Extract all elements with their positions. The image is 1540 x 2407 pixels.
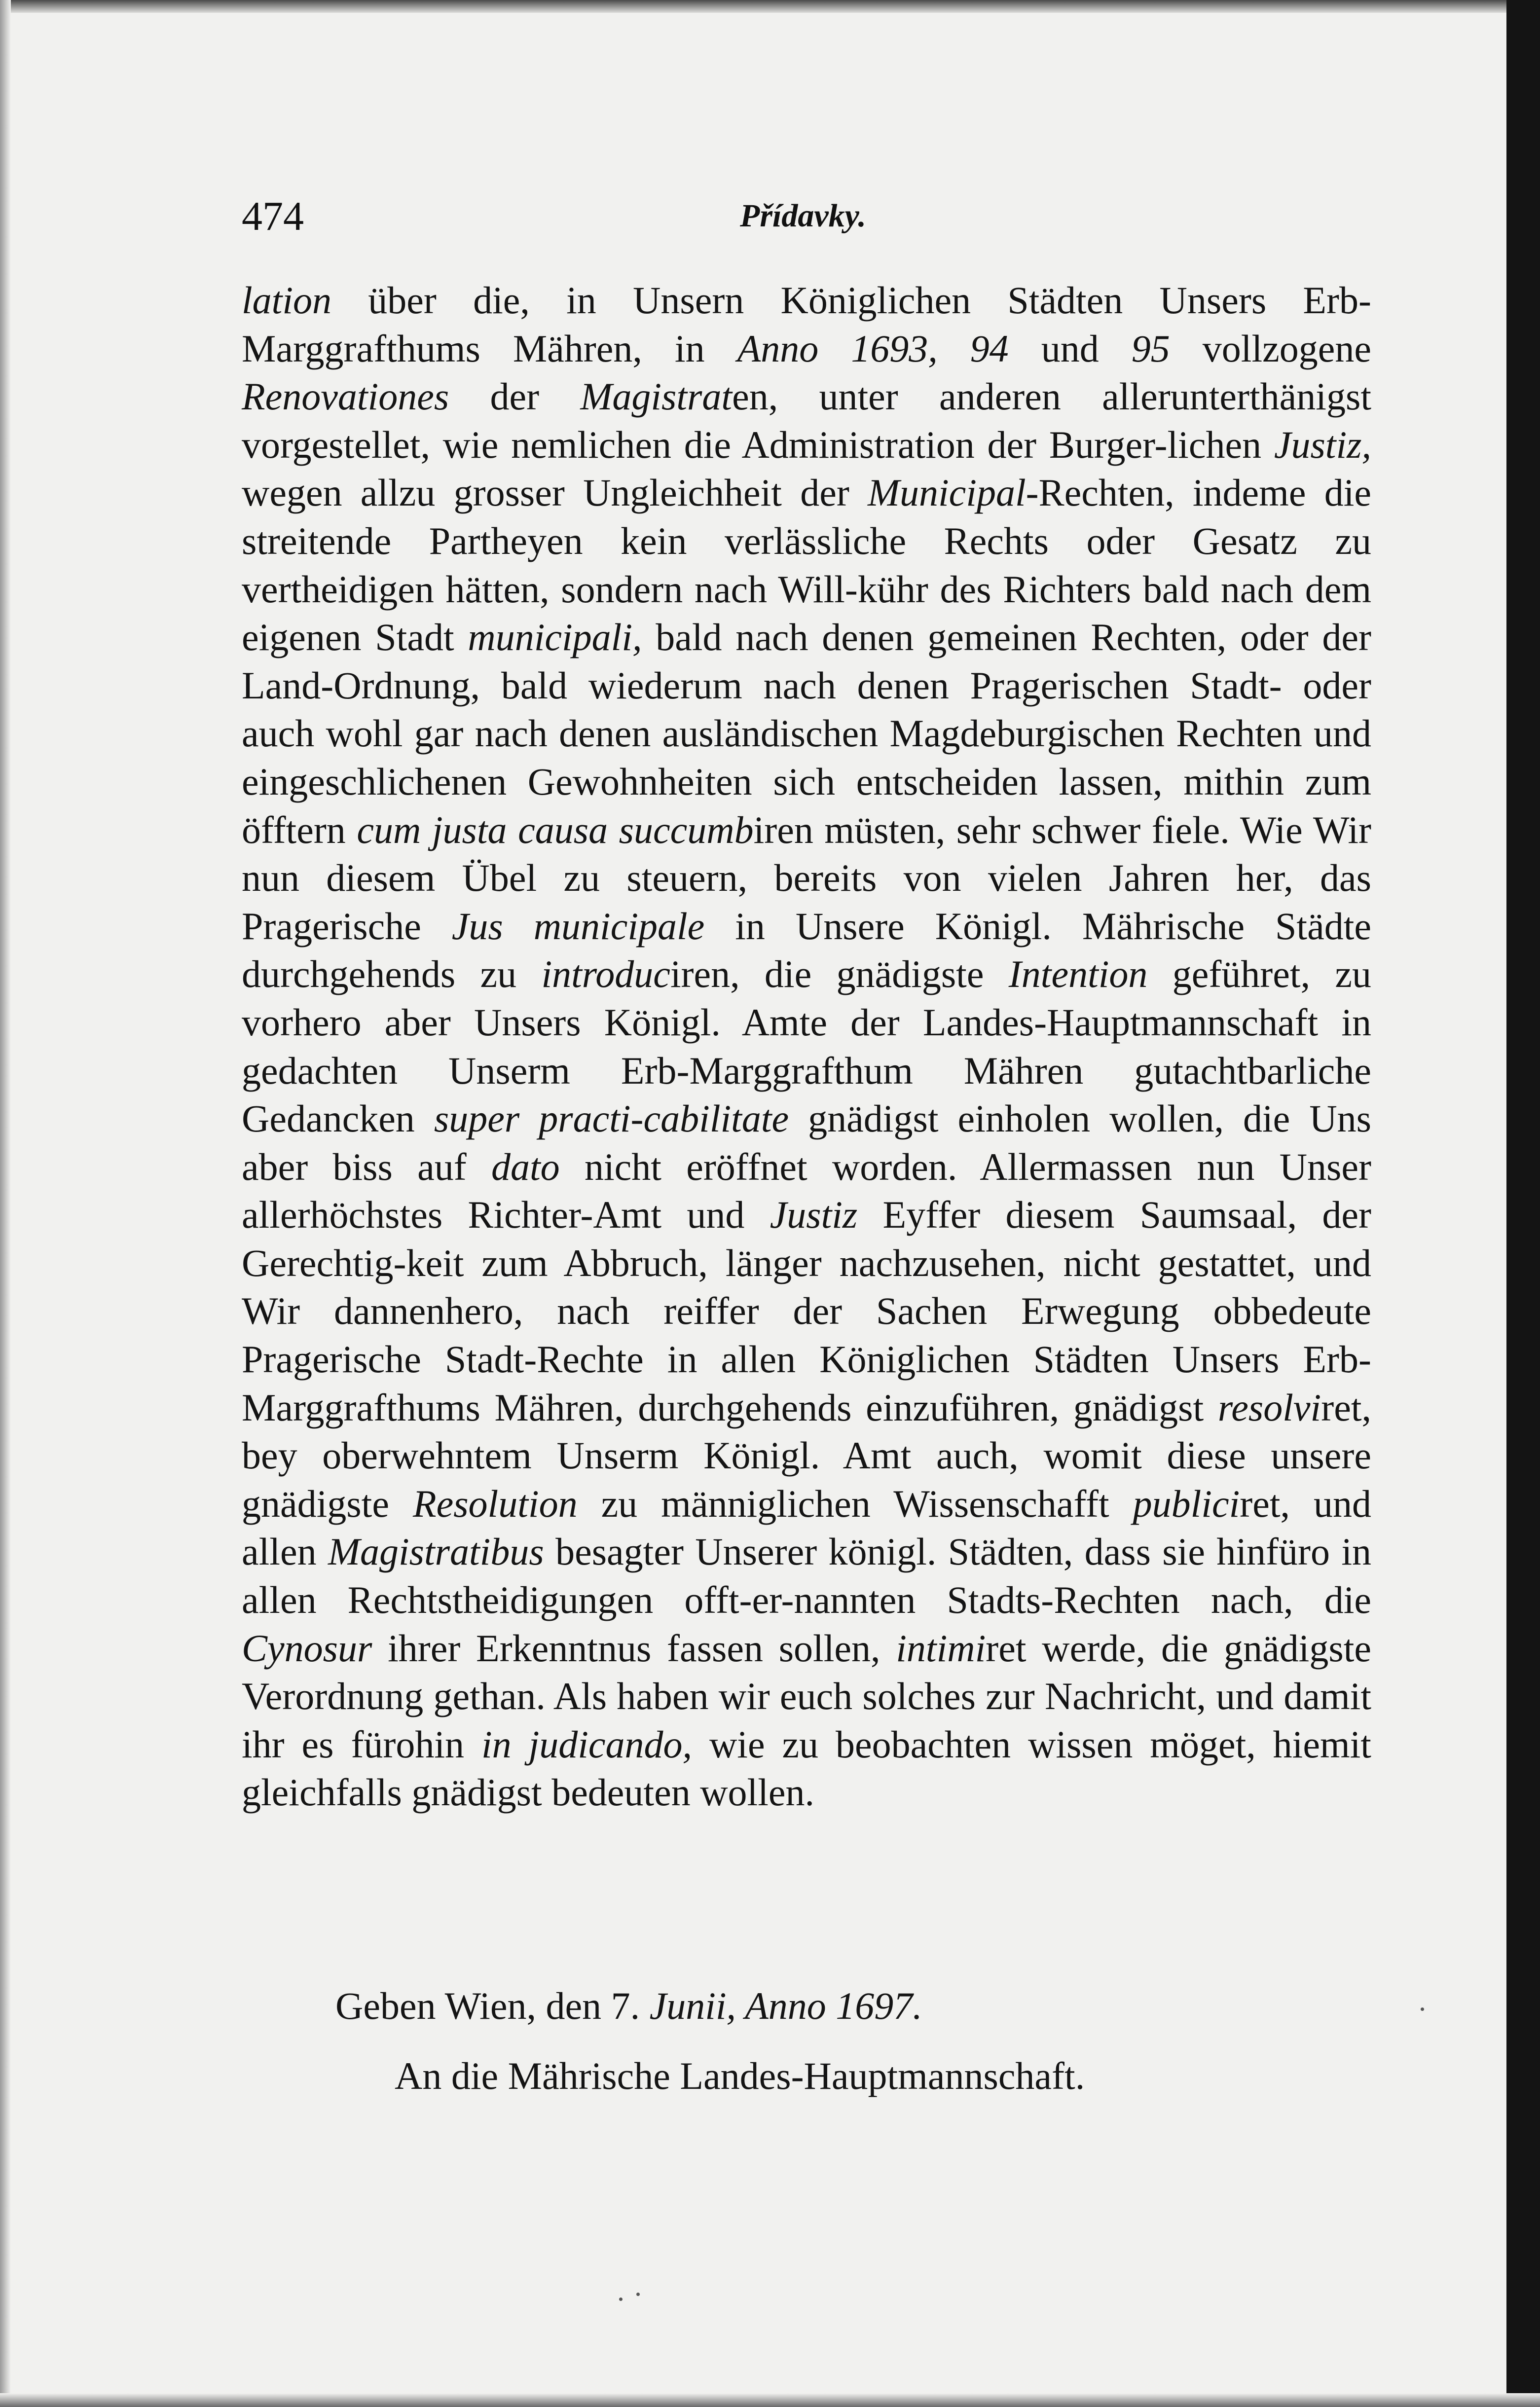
- address-line: An die Mährische Landes-Hauptmannschaft.: [395, 2054, 1085, 2097]
- text-segment: Eyffer diesem Saumsaal, der Gerechtig-keit zum Abbruch, länger nachzusehen, nicht gestattet, und Wir dannenhero, nach reiffer der Sachen Erwegung obbedeute Pragerische Stadt-Rechte in allen Königlichen Städten Unsers Erb-Marggrafthums Mähren, durchgehends einzuführen, gnädigst: [242, 1193, 1372, 1429]
- scan-border-bottom: [0, 2393, 1540, 2407]
- italic-text-segment: Justiz: [770, 1193, 858, 1237]
- scan-speck: [1421, 2007, 1424, 2011]
- italic-text-segment: Cynosur: [242, 1626, 372, 1670]
- scan-border-left: [0, 0, 11, 2407]
- text-segment: geführet, zu vorhero aber Unsers Königl. Amte der Landes-Hauptmannschaft in gedachten Unserm Erb-Marggrafthum Mähren gutachtbarliche Gedancken: [242, 952, 1372, 1140]
- italic-text-segment: publici: [1133, 1482, 1240, 1525]
- main-paragraph: [242, 276, 1371, 1817]
- italic-text-segment: cum justa causa succumb: [357, 808, 754, 851]
- italic-text-segment: Magistrat: [580, 375, 733, 418]
- dateline-prefix: Geben Wien, den 7.: [335, 1984, 650, 2027]
- text-segment: ret, bey oberwehntem Unserm Königl. Amt auch, womit diese unsere gnädigste: [242, 1386, 1371, 1525]
- page-number: 474: [242, 193, 304, 239]
- text-segment: wegen allzu grosser Ungleichheit der: [242, 471, 868, 514]
- text-segment: besagter Unserer königl. Städten, dass sie hinfüro in allen Rechtstheidigungen offt-er-nannten Stadts-Rechten nach, die: [242, 1530, 1371, 1622]
- text-segment: und: [1008, 327, 1132, 370]
- text-segment: gnädigst einholen wollen, die Uns aber biss auf: [242, 1097, 1372, 1188]
- italic-text-segment: lation: [242, 279, 332, 322]
- text-segment: iren, die gnädigste: [670, 952, 1009, 996]
- text-segment: iren müsten, sehr schwer fiele. Wie Wir nun diesem Übel zu steuern, bereits von vielen Jahren her, das Pragerische: [242, 808, 1371, 948]
- page-header: [242, 182, 1371, 247]
- text-segment: en, unter anderen allerunterthänigst vorgestellet, wie nemlichen die Administration der Burger-lichen: [242, 375, 1371, 466]
- text-segment: ret werde, die gnädigste Verordnung gethan. Als haben wir euch solches zur Nachricht, und damit ihr es fürohin: [242, 1626, 1371, 1766]
- italic-text-segment: dato: [491, 1145, 560, 1188]
- scan-speck: [619, 2298, 623, 2301]
- body-text: [242, 276, 1371, 1817]
- italic-text-segment: municipali,: [468, 616, 642, 659]
- scan-border-top: [0, 0, 1540, 13]
- text-segment: nicht eröffnet worden. Allermassen nun Unser allerhöchstes Richter-Amt und: [242, 1145, 1371, 1237]
- italic-text-segment: resolvi: [1217, 1386, 1321, 1429]
- scan-border-right: [1506, 0, 1540, 2407]
- text-segment: bald nach denen gemeinen Rechten, oder der Land-Ordnung, bald wiederum nach denen Pragerischen Stadt- oder auch wohl gar nach denen ausländischen Magdeburgischen Rechten und eingeschlichenen Gewohnheiten sich entscheiden lassen, mithin zum öfftern: [242, 616, 1371, 851]
- dateline-date: Junii, Anno 1697.: [649, 1984, 922, 2027]
- italic-text-segment: Resolution: [412, 1482, 578, 1525]
- italic-text-segment: Magistratibus: [328, 1530, 544, 1573]
- running-title: Přídavky.: [740, 198, 866, 234]
- italic-text-segment: Municipal-: [868, 471, 1039, 514]
- text-segment: vollzogene: [1170, 327, 1372, 370]
- italic-text-segment: in judicando,: [481, 1722, 693, 1766]
- text-segment: ihrer Erkenntnus fassen sollen,: [372, 1626, 896, 1670]
- text-segment: der: [449, 375, 581, 418]
- text-segment: Rechten, indeme die streitende Partheyen kein verlässliche Rechts oder Gesatz zu vertheidigen hätten, sondern nach Will-kühr des Richters bald nach dem eigenen Stadt: [242, 471, 1371, 659]
- italic-text-segment: introduc: [541, 952, 670, 996]
- text-segment: über die, in Unsern Königlichen Städten Unsers Erb-Marggrafthums Mähren, in: [242, 279, 1371, 370]
- text-segment: wie zu beobachten wissen möget, hiemit gleichfalls gnädigst bedeuten wollen.: [242, 1722, 1371, 1814]
- italic-text-segment: Renovationes: [242, 375, 449, 418]
- text-segment: zu männiglichen Wissenschafft: [577, 1482, 1133, 1525]
- scan-speck: [636, 2293, 640, 2296]
- italic-text-segment: Anno 1693, 94: [737, 327, 1009, 370]
- italic-text-segment: 95: [1131, 327, 1170, 370]
- italic-text-segment: intimi: [896, 1626, 986, 1670]
- italic-text-segment: Jus municipale: [451, 904, 705, 948]
- italic-text-segment: Intention: [1008, 952, 1148, 996]
- italic-text-segment: super practi-cabilitate: [434, 1097, 789, 1140]
- dateline: [335, 1982, 1371, 2030]
- text-segment: ret, und allen: [242, 1482, 1372, 1573]
- italic-text-segment: Justiz,: [1274, 423, 1371, 466]
- text-segment: in Unsere Königl. Mährische Städte durchgehends zu: [242, 904, 1371, 996]
